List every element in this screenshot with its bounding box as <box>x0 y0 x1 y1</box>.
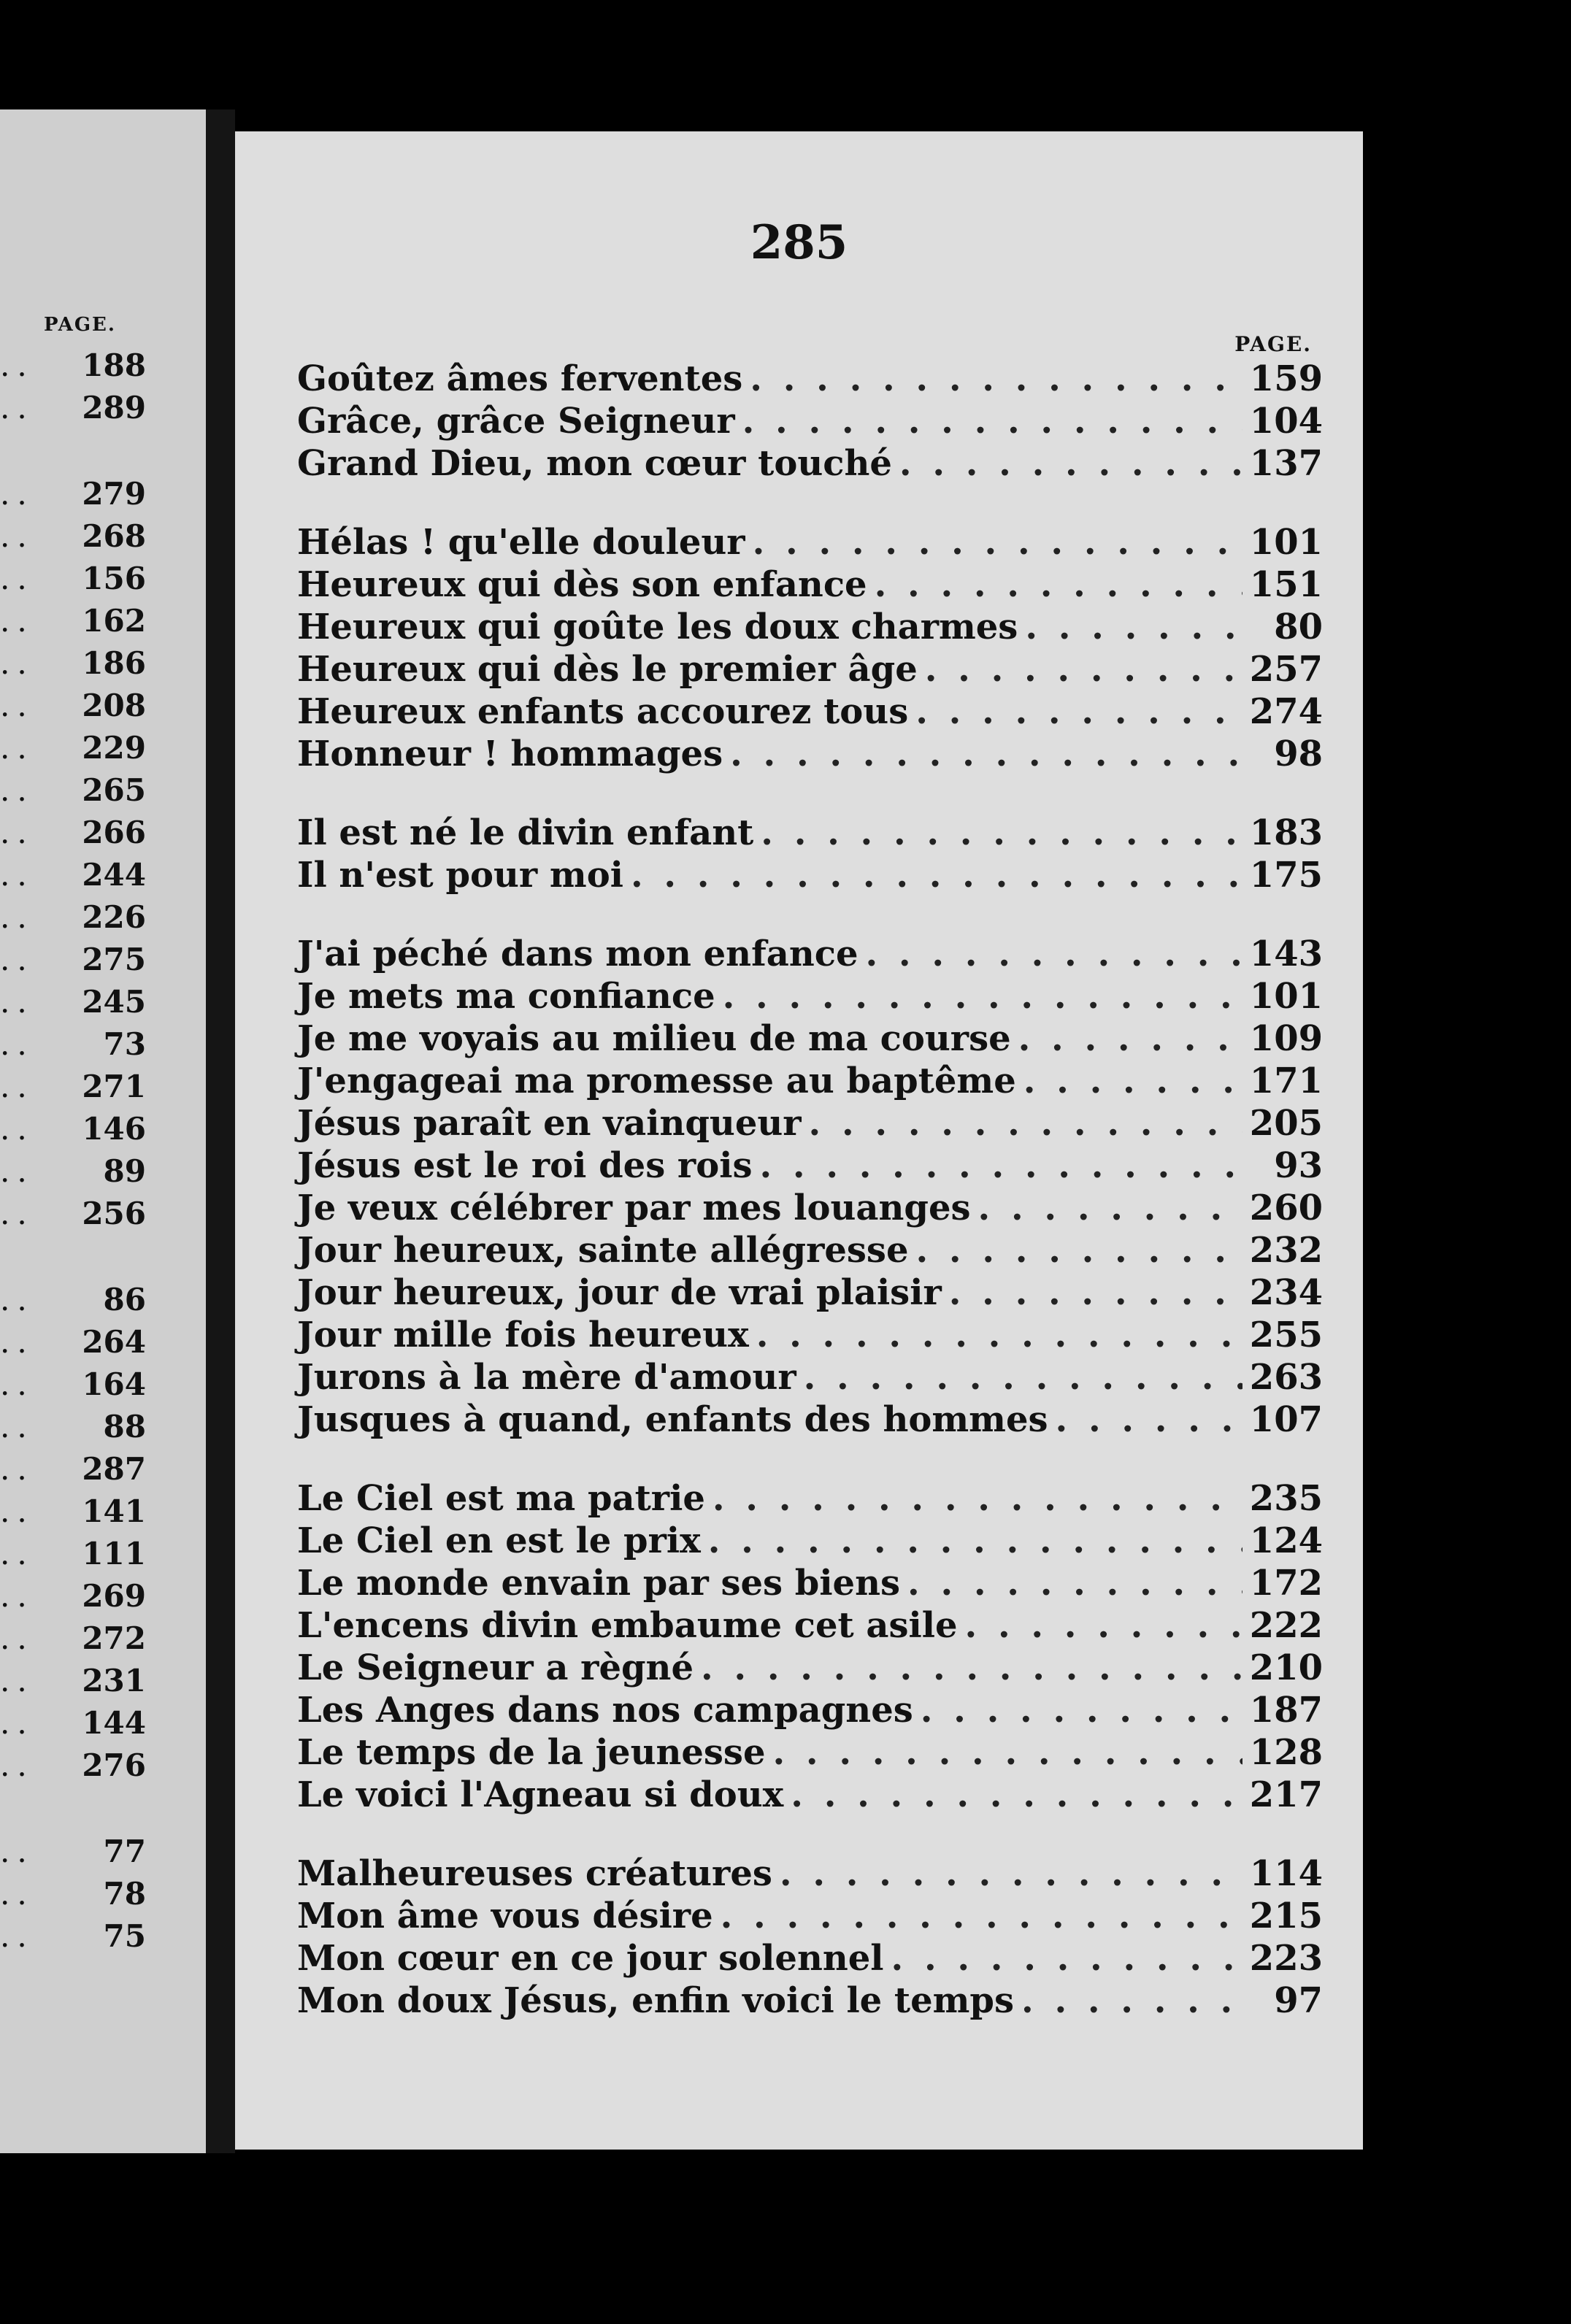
entry-title: Mon doux Jésus, enfin voici le temps <box>297 1980 1015 2021</box>
entry-page-number: 97 <box>1274 1980 1323 2021</box>
dot-leader <box>721 1895 1242 1937</box>
index-entry <box>297 690 1323 733</box>
index-entry <box>297 606 1323 648</box>
entry-title: L'encens divin embaume cet asile <box>297 1605 958 1646</box>
entry-title: Jésus paraît en vainqueur <box>297 1103 802 1144</box>
dot-leader <box>791 1774 1242 1816</box>
dot-leader: .. <box>0 772 34 808</box>
entry-page-number: 183 <box>1249 812 1323 853</box>
dot-leader: .. <box>0 1876 34 1912</box>
entry-page-number: 101 <box>1249 976 1323 1017</box>
index-entry <box>297 563 1323 606</box>
entry-page-number: 235 <box>1249 1478 1323 1519</box>
dot-leader: .. <box>0 1578 34 1614</box>
index-group <box>297 521 1323 775</box>
index-group <box>297 1852 1323 2022</box>
index-entry <box>297 1314 1323 1356</box>
index-entry <box>297 812 1323 854</box>
entry-page-number: 80 <box>1274 607 1323 647</box>
entry-page-number: 175 <box>1249 855 1323 896</box>
index-entry <box>297 1229 1323 1271</box>
entry-page-number: 98 <box>1274 734 1323 774</box>
entry-page-number: 217 <box>1249 1774 1323 1815</box>
entry-page-number: 263 <box>1249 1357 1323 1398</box>
entry-title: Hélas ! qu'elle douleur <box>297 522 745 563</box>
left-page-number: 208 <box>82 688 146 723</box>
entry-page-number: 255 <box>1249 1315 1323 1355</box>
entry-title: Le voici l'Agneau si doux <box>297 1774 784 1815</box>
entry-page-number: 215 <box>1249 1896 1323 1936</box>
index-entry <box>297 1895 1323 1937</box>
entry-title: Le Ciel en est le prix <box>297 1520 701 1561</box>
dot-leader <box>772 1731 1242 1774</box>
left-page-number: 156 <box>82 561 146 596</box>
dot-leader <box>804 1356 1242 1398</box>
left-page-number: 272 <box>82 1620 146 1656</box>
entry-page-number: 143 <box>1249 934 1323 974</box>
entry-page-number: 232 <box>1249 1230 1323 1271</box>
left-page-number: 231 <box>82 1663 146 1698</box>
index-group <box>297 933 1323 1441</box>
dot-leader <box>899 442 1242 485</box>
left-page-number: 265 <box>82 772 146 808</box>
entry-page-number: 223 <box>1249 1938 1323 1979</box>
index-entry <box>297 733 1323 775</box>
dot-leader <box>631 854 1242 896</box>
dot-leader <box>759 1144 1250 1187</box>
dot-leader: .. <box>0 1153 34 1189</box>
entry-page-number: 205 <box>1249 1103 1323 1144</box>
dot-leader <box>701 1647 1242 1689</box>
left-page-number: 287 <box>82 1451 146 1487</box>
dot-leader: .. <box>0 645 34 681</box>
dot-leader: .. <box>0 1493 34 1529</box>
dot-leader <box>1021 1979 1250 2022</box>
entry-page-number: 124 <box>1249 1520 1323 1561</box>
index-entry <box>297 975 1323 1017</box>
left-page-number: 264 <box>82 1324 146 1360</box>
index-entry <box>297 1647 1323 1689</box>
index-entry <box>297 400 1323 442</box>
dot-leader <box>723 975 1242 1017</box>
left-page-number: 276 <box>82 1747 146 1783</box>
index-page <box>235 131 1363 2150</box>
left-page-number: 78 <box>103 1876 146 1912</box>
page-number: 285 <box>750 215 848 270</box>
index-entry <box>297 521 1323 563</box>
dot-leader: .. <box>0 1663 34 1698</box>
left-page-number: 245 <box>82 984 146 1020</box>
dot-leader <box>1056 1398 1242 1441</box>
index-entry <box>297 1398 1323 1441</box>
left-page-number: 186 <box>82 645 146 681</box>
dot-leader: .. <box>0 1196 34 1231</box>
entry-title: Il est né le divin enfant <box>297 812 754 853</box>
entry-title: Le Seigneur a règné <box>297 1647 694 1688</box>
index-entry <box>297 1356 1323 1398</box>
dot-leader <box>1018 1017 1242 1060</box>
entry-page-number: 187 <box>1249 1690 1323 1731</box>
index-group <box>297 812 1323 896</box>
entry-page-number: 93 <box>1274 1145 1323 1186</box>
entry-title: Le temps de la jeunesse <box>297 1732 766 1773</box>
index-entry <box>297 1689 1323 1731</box>
entry-page-number: 104 <box>1249 401 1323 442</box>
entry-page-number: 260 <box>1249 1188 1323 1228</box>
left-page-number: 141 <box>82 1493 146 1529</box>
dot-leader <box>1023 1060 1242 1102</box>
dot-leader <box>742 400 1242 442</box>
entry-title: Le monde envain par ses biens <box>297 1563 901 1604</box>
dot-leader: .. <box>0 603 34 639</box>
left-facing-page <box>0 109 206 2153</box>
left-page-number: 279 <box>82 476 146 512</box>
index-entry <box>297 1937 1323 1979</box>
dot-leader <box>916 1229 1242 1271</box>
dot-leader: .. <box>0 1705 34 1741</box>
dot-leader <box>750 358 1242 400</box>
entry-page-number: 114 <box>1249 1853 1323 1894</box>
entry-page-number: 128 <box>1249 1732 1323 1773</box>
index-entries <box>297 358 1323 2058</box>
entry-title: Jour heureux, sainte allégresse <box>297 1230 909 1271</box>
left-page-number: 269 <box>82 1578 146 1614</box>
dot-leader: .. <box>0 1069 34 1104</box>
index-entry <box>297 1477 1323 1520</box>
dot-leader <box>907 1562 1242 1604</box>
index-entry <box>297 1731 1323 1774</box>
dot-leader <box>915 690 1242 733</box>
left-page-number: 268 <box>82 518 146 554</box>
entry-title: Les Anges dans nos campagnes <box>297 1690 913 1731</box>
index-entry <box>297 1562 1323 1604</box>
entry-title: J'ai péché dans mon enfance <box>297 934 859 974</box>
entry-title: Jusques à quand, enfants des hommes <box>297 1399 1048 1440</box>
entry-title: Il n'est pour moi <box>297 855 623 896</box>
left-page-number: 275 <box>82 942 146 977</box>
left-page-number: 111 <box>82 1536 146 1571</box>
left-page-number: 86 <box>103 1282 146 1317</box>
dot-leader: .. <box>0 476 34 512</box>
entry-title: Heureux enfants accourez tous <box>297 691 909 732</box>
dot-leader: .. <box>0 1026 34 1062</box>
entry-title: Heureux qui dès le premier âge <box>297 649 918 690</box>
book-gutter <box>206 109 235 2153</box>
entry-page-number: 171 <box>1249 1061 1323 1101</box>
entry-title: Je me voyais au milieu de ma course <box>297 1018 1011 1059</box>
left-page-number: 266 <box>82 815 146 850</box>
index-entry <box>297 442 1323 485</box>
dot-leader: .. <box>0 1366 34 1402</box>
index-entry <box>297 1271 1323 1314</box>
entry-page-number: 222 <box>1249 1605 1323 1646</box>
entry-title: Mon âme vous désire <box>297 1896 713 1936</box>
entry-page-number: 159 <box>1249 358 1323 399</box>
index-entry <box>297 1520 1323 1562</box>
entry-title: Malheureuses créatures <box>297 1853 772 1894</box>
dot-leader <box>756 1314 1242 1356</box>
entry-page-number: 210 <box>1249 1647 1323 1688</box>
dot-leader: .. <box>0 815 34 850</box>
dot-leader: .. <box>0 1451 34 1487</box>
left-page-number: 162 <box>82 603 146 639</box>
entry-title: Jésus est le roi des rois <box>297 1145 753 1186</box>
entry-title: Grand Dieu, mon cœur touché <box>297 443 892 484</box>
left-page-number: 88 <box>103 1409 146 1444</box>
dot-leader <box>875 563 1242 606</box>
page-column-label: PAGE. <box>1234 332 1312 356</box>
index-entry <box>297 358 1323 400</box>
dot-leader: .. <box>0 1620 34 1656</box>
dot-leader <box>925 648 1242 690</box>
entry-page-number: 274 <box>1249 691 1323 732</box>
index-entry <box>297 933 1323 975</box>
dot-leader: .. <box>0 347 34 383</box>
index-entry <box>297 1852 1323 1895</box>
dot-leader: .. <box>0 899 34 935</box>
index-entry <box>297 1060 1323 1102</box>
dot-leader <box>949 1271 1242 1314</box>
index-entry <box>297 1017 1323 1060</box>
dot-leader: .. <box>0 1409 34 1444</box>
index-entry <box>297 1187 1323 1229</box>
entry-title: Le Ciel est ma patrie <box>297 1478 705 1519</box>
index-entry <box>297 1979 1323 2022</box>
index-entry <box>297 1604 1323 1647</box>
left-page-number: 244 <box>82 857 146 893</box>
left-page-number: 89 <box>103 1153 146 1189</box>
dot-leader: .. <box>0 1536 34 1571</box>
left-page-number: 144 <box>82 1705 146 1741</box>
left-page-number: 146 <box>82 1111 146 1147</box>
left-page-number: 75 <box>103 1918 146 1954</box>
entry-title: Je veux célébrer par mes louanges <box>297 1188 971 1228</box>
dot-leader <box>753 521 1242 563</box>
entry-page-number: 137 <box>1249 443 1323 484</box>
entry-page-number: 257 <box>1249 649 1323 690</box>
dot-leader: .. <box>0 518 34 554</box>
index-entry <box>297 1102 1323 1144</box>
dot-leader <box>761 812 1242 854</box>
dot-leader <box>866 933 1242 975</box>
entry-title: Je mets ma confiance <box>297 976 715 1017</box>
left-page-number: 77 <box>103 1834 146 1869</box>
index-group <box>297 358 1323 485</box>
dot-leader <box>965 1604 1242 1647</box>
index-entry <box>297 854 1323 896</box>
index-entry <box>297 648 1323 690</box>
left-page-number: 188 <box>82 347 146 383</box>
left-page-number: 256 <box>82 1196 146 1231</box>
entry-title: Heureux qui goûte les doux charmes <box>297 607 1018 647</box>
left-page-number: 226 <box>82 899 146 935</box>
index-entry <box>297 1774 1323 1816</box>
dot-leader <box>921 1689 1242 1731</box>
index-entry <box>297 1144 1323 1187</box>
left-page-number: 229 <box>82 730 146 766</box>
left-page-label: PAGE. <box>44 314 116 336</box>
left-page-number: 289 <box>82 390 146 426</box>
dot-leader: .. <box>0 1282 34 1317</box>
index-group <box>297 1477 1323 1816</box>
dot-leader: .. <box>0 561 34 596</box>
entry-title: Heureux qui dès son enfance <box>297 564 867 605</box>
dot-leader: .. <box>0 1834 34 1869</box>
dot-leader: .. <box>0 942 34 977</box>
entry-page-number: 172 <box>1249 1563 1323 1604</box>
entry-title: J'engageai ma promesse au baptême <box>297 1061 1016 1101</box>
dot-leader <box>712 1477 1242 1520</box>
dot-leader: .. <box>0 688 34 723</box>
dot-leader: .. <box>0 857 34 893</box>
entry-page-number: 101 <box>1249 522 1323 563</box>
left-page-number: 271 <box>82 1069 146 1104</box>
dot-leader <box>730 733 1250 775</box>
entry-page-number: 109 <box>1249 1018 1323 1059</box>
dot-leader <box>978 1187 1242 1229</box>
dot-leader: .. <box>0 1111 34 1147</box>
entry-title: Jour heureux, jour de vrai plaisir <box>297 1272 942 1313</box>
left-page-number: 164 <box>82 1366 146 1402</box>
dot-leader: .. <box>0 390 34 426</box>
dot-leader <box>1025 606 1250 648</box>
entry-title: Honneur ! hommages <box>297 734 723 774</box>
dot-leader <box>708 1520 1242 1562</box>
entry-page-number: 151 <box>1249 564 1323 605</box>
dot-leader <box>891 1937 1242 1979</box>
entry-title: Goûtez âmes ferventes <box>297 358 743 399</box>
entry-title: Grâce, grâce Seigneur <box>297 401 735 442</box>
dot-leader <box>809 1102 1242 1144</box>
dot-leader: .. <box>0 1747 34 1783</box>
entry-title: Jurons à la mère d'amour <box>297 1357 796 1398</box>
dot-leader: .. <box>0 730 34 766</box>
entry-page-number: 234 <box>1249 1272 1323 1313</box>
dot-leader: .. <box>0 1324 34 1360</box>
dot-leader: .. <box>0 1918 34 1954</box>
dot-leader: .. <box>0 984 34 1020</box>
entry-title: Jour mille fois heureux <box>297 1315 749 1355</box>
entry-title: Mon cœur en ce jour solennel <box>297 1938 884 1979</box>
dot-leader <box>780 1852 1242 1895</box>
left-page-number: 73 <box>103 1026 146 1062</box>
entry-page-number: 107 <box>1249 1399 1323 1440</box>
